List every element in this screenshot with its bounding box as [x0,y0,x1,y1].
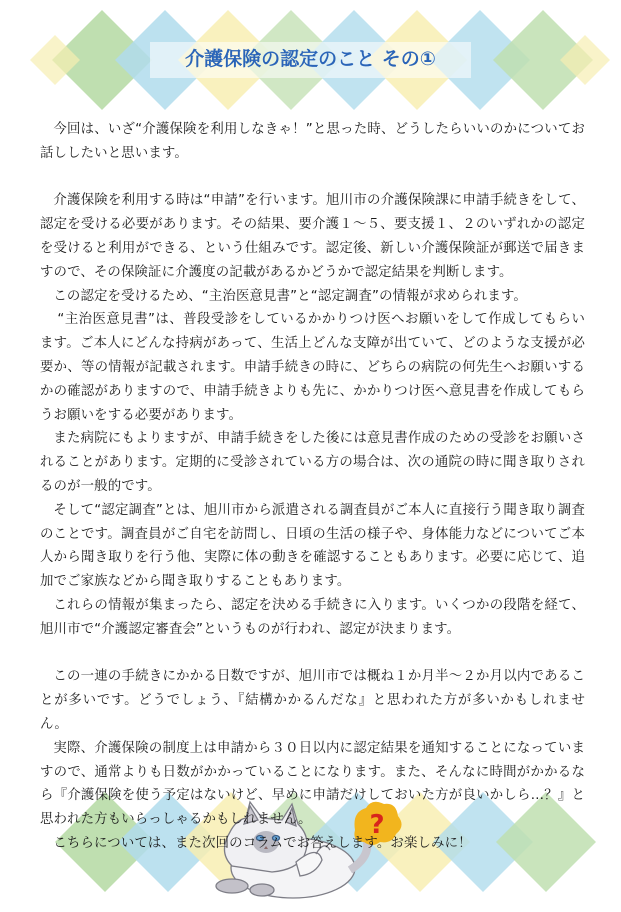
paragraph: そして“認定調査”とは、旭川市から派遣される調査員がご本人に直接行う聞き取り調査のことです。調査員がご自宅を訪問し、日頃の生活の様子や、身体能力などについてご本人から聞き取りを行う他、実際に体の動きを確認することもあります。必要に応じて、追加でご家族などから聞き取りすることもあります。 [40,502,585,590]
paragraph: “主治医意見書”は、普段受診をしているかかりつけ医へお願いをして作成してもらいます。ご本人にどんな持病があって、生活上どんな支障が出ていて、どのような支援が必要か、等の情報が記載されます。申請手続きの時に、どちらの病院の何先生へお願いするかの確認がありますので、申請手続きよりも先に、かかりつけ医へ意見書を作成してもらうお願いをする必要があります。 [40,312,585,423]
page-title: 介護保険の認定のこと その① [185,48,436,70]
paragraph: 介護保険を利用する時は“申請”を行います。旭川市の介護保険課に申請手続きをして、認定を受ける必要があります。その結果、要介護１～５、要支援１、２のいずれかの認定を受けると利用ができる、という仕組みです。認定後、新しい介護保険証が郵送で届きますので、その保険証に介護度の記載があるかどうかで認定結果を判断します。 [40,193,586,280]
paragraph: 実際、介護保険の制度上は申請から３０日以内に認定結果を通知することになっていますので、通常よりも日数がかかっていることになります。また、そんなに時間がかかるなら『介護保険を使う予定はないけど、早めに申請だけしておいた方が良いかしら…？』と思われた方もいらっしゃるかもしれません。 [40,740,585,828]
paragraph: この認定を受けるため、“主治医意見書”と“認定調査”の情報が求められます。 [53,288,527,304]
paragraph: これらの情報が集まったら、認定を決める手続きに入ります。いくつかの段階を経て、旭川市で“介護認定審査会”というものが行われ、認定が決まります。 [40,597,585,637]
paragraph: この一連の手続きにかかる日数ですが、旭川市では概ね１か月半～２か月以内であることが多いです。どうでしょう、『結構かかるんだな』と思われた方が多いかもしれません。 [40,669,585,732]
paragraph: 今回は、いざ“介護保険を利用しなきゃ！”と思った時、どうしたらいいのかについてお話ししたいと思います。 [40,122,585,161]
paragraph: また病院にもよりますが、申請手続きをした後には意見書作成のための受診をお願いされることがあります。定期的に受診されている方の場合は、次の通院の時に聞き取りされるのが一般的です。 [40,431,585,494]
article-body [40,118,585,856]
paragraph: こちらについては、また次回のコラムでお答えします。お楽しみに！ [53,835,472,851]
question-mark-glyph: ? [369,810,385,840]
